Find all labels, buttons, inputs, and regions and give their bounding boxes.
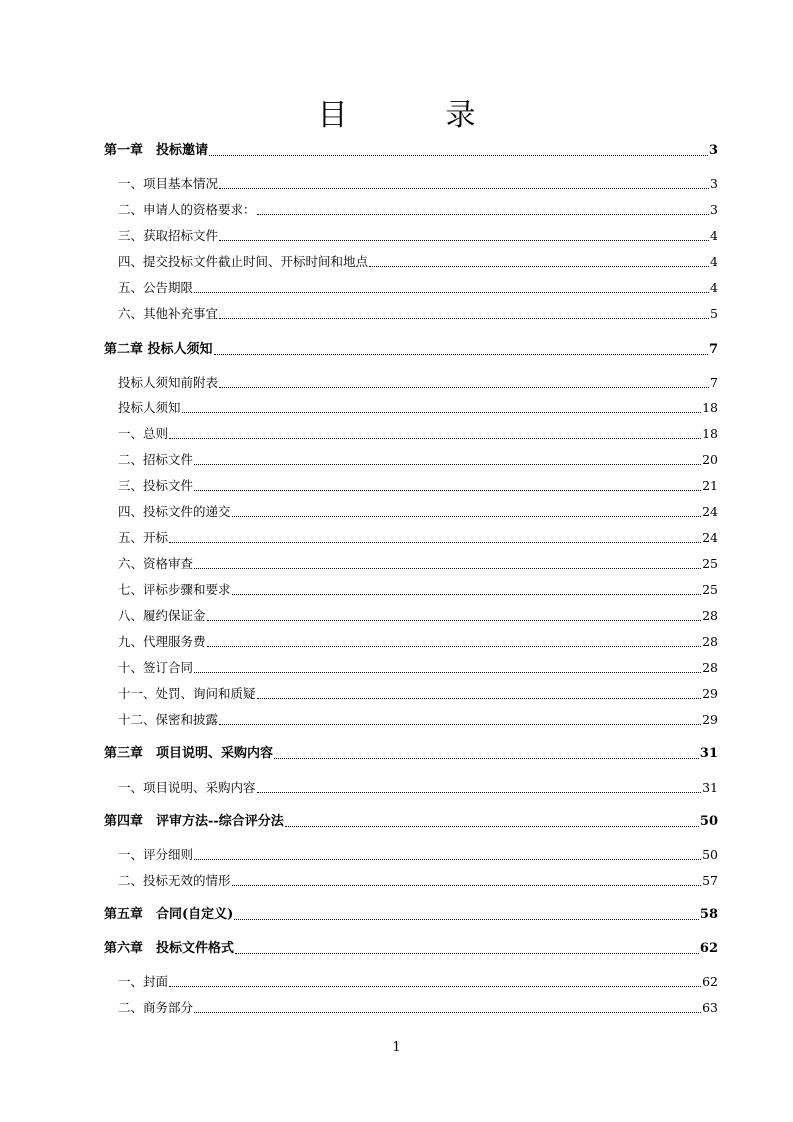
toc-entry-page: 62 [699, 941, 718, 956]
dot-leader [214, 354, 708, 355]
dot-leader [235, 953, 699, 954]
toc-section-entry[interactable] [118, 973, 718, 991]
dot-leader [194, 672, 701, 673]
toc-section-entry[interactable] [118, 305, 718, 323]
toc-section-entry[interactable] [118, 451, 718, 469]
toc-entry-page: 29 [702, 712, 718, 727]
toc-section-entry[interactable] [118, 555, 718, 573]
toc-section-entry[interactable] [118, 872, 718, 890]
toc-entry-label: 第三章 项目说明、采购内容 [104, 746, 274, 761]
dot-leader [207, 620, 702, 621]
toc-section-entry[interactable] [118, 779, 718, 797]
toc-entry-label: 第二章 投标人须知 [104, 342, 213, 357]
dot-leader [219, 387, 709, 388]
dot-leader [169, 438, 701, 439]
toc-section-entry[interactable] [118, 227, 718, 245]
dot-leader [194, 464, 701, 465]
toc-entry-page: 18 [702, 400, 718, 415]
toc-entry-page: 28 [702, 660, 718, 675]
dot-leader [232, 885, 702, 886]
toc-entry-label: 第一章 投标邀请 [104, 143, 209, 158]
toc-section-entry[interactable] [118, 581, 718, 599]
toc-section-entry[interactable] [118, 659, 718, 677]
toc-section-entry[interactable] [118, 399, 718, 417]
toc-entry-page: 5 [710, 306, 718, 321]
toc-entry-page: 7 [708, 342, 718, 357]
toc-entry-page: 3 [708, 143, 718, 158]
toc-entry-label: 一、封面 [118, 974, 169, 989]
toc-section-entry[interactable] [118, 711, 718, 729]
toc-chapter-entry[interactable] [104, 341, 718, 359]
toc-entry-page: 21 [702, 478, 718, 493]
toc-entry-label: 十二、保密和披露 [118, 712, 219, 727]
toc-entry-page: 57 [702, 873, 718, 888]
toc-section-entry[interactable] [118, 685, 718, 703]
toc-entry-page: 24 [702, 530, 718, 545]
toc-section-entry[interactable] [118, 374, 718, 392]
toc-entry-label: 二、投标无效的情形 [118, 873, 231, 888]
dot-leader [169, 542, 701, 543]
toc-entry-page: 31 [699, 746, 718, 761]
toc-entry-label: 九、代理服务费 [118, 634, 206, 649]
toc-entry-label: 二、招标文件 [118, 452, 194, 467]
toc-entry-label: 二、申请人的资格要求： [118, 202, 256, 217]
toc-section-entry[interactable] [118, 279, 718, 297]
toc-section-entry[interactable] [118, 529, 718, 547]
toc-entry-page: 3 [710, 202, 718, 217]
document-title: 目 录 [317, 98, 510, 133]
toc-entry-page: 28 [702, 634, 718, 649]
toc-chapter-entry[interactable] [104, 906, 718, 924]
toc-entry-page: 62 [702, 974, 718, 989]
toc-section-entry[interactable] [118, 477, 718, 495]
toc-section-entry[interactable] [118, 253, 718, 271]
toc-entry-label: 一、评分细则 [118, 847, 194, 862]
toc-entry-page: 50 [699, 814, 718, 829]
dot-leader [232, 594, 702, 595]
dot-leader [169, 986, 701, 987]
toc-entry-page: 25 [702, 556, 718, 571]
toc-entry-page: 24 [702, 504, 718, 519]
toc-entry-page: 31 [702, 780, 718, 795]
toc-entry-page: 25 [702, 582, 718, 597]
toc-entry-label: 五、开标 [118, 530, 169, 545]
dot-leader [219, 724, 701, 725]
toc-entry-page: 3 [710, 176, 718, 191]
dot-leader [285, 826, 699, 827]
toc-section-entry[interactable] [118, 846, 718, 864]
dot-leader [194, 568, 701, 569]
toc-entry-label: 一、项目说明、采购内容 [118, 780, 256, 795]
toc-section-entry[interactable] [118, 503, 718, 521]
dot-leader [369, 266, 709, 267]
toc-entry-page: 4 [710, 228, 718, 243]
toc-entry-label: 六、其他补充事宜 [118, 306, 219, 321]
toc-entry-label: 一、总则 [118, 426, 169, 441]
dot-leader [274, 758, 699, 759]
dot-leader [194, 490, 701, 491]
toc-entry-label: 八、履约保证金 [118, 608, 206, 623]
toc-entry-label: 五、公告期限 [118, 280, 194, 295]
dot-leader [219, 240, 709, 241]
dot-leader [232, 516, 702, 517]
dot-leader [257, 792, 702, 793]
dot-leader [194, 859, 701, 860]
toc-section-entry[interactable] [118, 175, 718, 193]
dot-leader [257, 698, 702, 699]
toc-entry-page: 7 [710, 375, 718, 390]
toc-entry-label: 十、签订合同 [118, 660, 194, 675]
toc-entry-label: 一、项目基本情况 [118, 176, 219, 191]
toc-section-entry[interactable] [118, 633, 718, 651]
toc-chapter-entry[interactable] [104, 745, 718, 763]
toc-section-entry[interactable] [118, 425, 718, 443]
toc-section-entry[interactable] [118, 607, 718, 625]
dot-leader [257, 214, 710, 215]
dot-leader [207, 646, 702, 647]
dot-leader [219, 188, 709, 189]
toc-entry-page: 28 [702, 608, 718, 623]
toc-entry-label: 第六章 投标文件格式 [104, 941, 235, 956]
page-number: 1 [392, 1040, 401, 1055]
toc-chapter-entry[interactable] [104, 142, 718, 160]
toc-entry-label: 十一、处罚、询问和质疑 [118, 686, 256, 701]
toc-entry-label: 第五章 合同(自定义) [104, 907, 234, 922]
toc-section-entry[interactable] [118, 999, 718, 1017]
toc-chapter-entry[interactable] [104, 940, 718, 958]
dot-leader [194, 1012, 701, 1013]
toc-entry-label: 三、获取招标文件 [118, 228, 219, 243]
toc-entry-label: 投标人须知 [118, 400, 181, 415]
toc-entry-page: 4 [710, 280, 718, 295]
toc-entry-label: 投标人须知前附表 [118, 375, 219, 390]
toc-entry-label: 四、提交投标文件截止时间、开标时间和地点 [118, 254, 369, 269]
toc-entry-page: 58 [699, 907, 718, 922]
toc-entry-label: 第四章 评审方法--综合评分法 [104, 814, 284, 829]
dot-leader [194, 292, 709, 293]
toc-section-entry[interactable] [118, 201, 718, 219]
toc-entry-page: 20 [702, 452, 718, 467]
toc-entry-label: 六、资格审查 [118, 556, 194, 571]
toc-entry-page: 4 [710, 254, 718, 269]
toc-entry-label: 四、投标文件的递交 [118, 504, 231, 519]
toc-entry-label: 二、商务部分 [118, 1000, 194, 1015]
dot-leader [182, 412, 702, 413]
dot-leader [219, 318, 709, 319]
toc-entry-page: 18 [702, 426, 718, 441]
dot-leader [234, 919, 699, 920]
toc-entry-label: 三、投标文件 [118, 478, 194, 493]
dot-leader [209, 155, 708, 156]
toc-entry-page: 29 [702, 686, 718, 701]
toc-entry-page: 50 [702, 847, 718, 862]
toc-entry-page: 63 [702, 1000, 718, 1015]
toc-chapter-entry[interactable] [104, 813, 718, 831]
toc-entry-label: 七、评标步骤和要求 [118, 582, 231, 597]
